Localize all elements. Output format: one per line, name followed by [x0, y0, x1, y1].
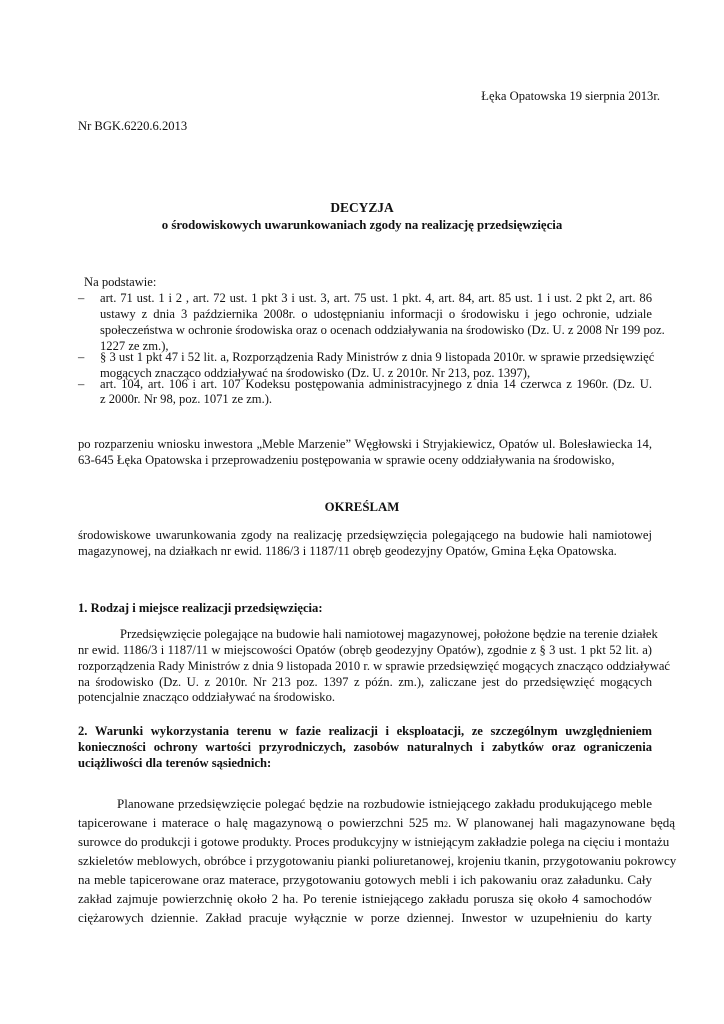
section-1-line: Przedsięwzięcie polegające na budowie hali namiotowej magazynowej, położone będzie na terenie działek [120, 627, 658, 641]
legal-basis-line: art. 71 ust. 1 i 2 , art. 72 ust. 1 pkt 3 i ust. 3, art. 75 ust. 1 pkt. 4, art. 84, art. 85 ust. 1 i ust. 2 pkt 2, art. 86 [100, 291, 652, 305]
legal-basis-line: ustawy z dnia 3 października 2008r. o udostępnianiu informacji o środowisku i jego ochronie, udziale [100, 307, 652, 321]
legal-basis-line: mogących znacząco oddziaływać na środowisko (Dz. U. z 2010r. Nr 213, poz. 1397), [100, 366, 531, 380]
section-1-line: na środowisko (Dz. U. z 2010r. Nr 213 poz. 1397 z późn. zm.), zaliczane jest do przedsięwzięć mogących [78, 675, 652, 689]
bullet-dash: – [78, 291, 85, 305]
legal-basis-line: społeczeństwa w ochronie środowiska oraz o ocenach oddziaływania na środowisko (Dz. U. z 2008 Nr 199 poz. [100, 323, 665, 337]
legal-basis-line: art. 104, art. 106 i art. 107 Kodeksu postępowania administracyjnego z dnia 14 czerwca z 1960r. (Dz. U. [100, 377, 652, 391]
section-2-line: ciężarowych dziennie. Zakład pracuje wyłącznie w porze dziennej. Inwestor w uzupełnieniu do karty [78, 910, 652, 925]
section-2-line: surowce do produkcji i gotowe produkty. Proces produkcyjny w istniejącym zakładzie polega na cięciu i montażu [78, 834, 670, 849]
document-subtitle: o środowiskowych uwarunkowaniach zgody na realizację przedsięwzięcia [161, 218, 563, 232]
section-1-line: rozporządzenia Rady Ministrów z dnia 9 listopada 2010 r. w sprawie przedsięwzięć mogących znacząco oddziaływać [78, 659, 671, 673]
legal-basis-intro: Na podstawie: [84, 275, 157, 289]
section-1-line: nr ewid. 1186/3 i 1187/11 w miejscowości Opatów (obręb geodezyjny Opatów), zgodnie z § 3 ust. 1 pkt 52 lit. a) [78, 643, 652, 657]
section-2-line: na meble tapicerowane oraz materace, przygotowaniu gotowych mebli i ich pakowaniu oraz załadunku. Cały [78, 872, 652, 887]
section-2-heading-line: uciążliwości dla terenów sąsiednich: [78, 756, 272, 770]
document-title: DECYZJA [330, 200, 394, 215]
bullet-dash: – [78, 377, 85, 391]
section-2-line: zakład zajmuje powierzchnię około 2 ha. Po terenie istniejącego zakładu porusza się około 4 samochodów [78, 891, 652, 906]
decision-line: magazynowej, na działkach nr ewid. 1186/3 i 1187/11 obręb geodezyjny Opatów, Gmina Łęka Opatowska. [78, 544, 617, 558]
decision-line: środowiskowe uwarunkowania zgody na realizację przedsięwzięcia polegającego na budowie hali namiotowej [78, 528, 652, 542]
legal-basis-line: z 2000r. Nr 98, poz. 1071 ze zm.). [100, 392, 273, 406]
legal-basis-line: § 3 ust 1 pkt 47 i 52 lit. a, Rozporządzenia Rady Ministrów z dnia 9 listopada 2010r. w sprawie przedsięwzięć [100, 350, 655, 364]
section-2-heading-line: 2. Warunki wykorzystania terenu w fazie realizacji i eksploatacji, ze szczególnym uwzględnieniem [78, 724, 652, 738]
section-2-line: Planowane przedsięwzięcie polegać będzie na rozbudowie istniejącego zakładu produkującego meble [117, 796, 652, 811]
section-1-line: potencjalnie znacząco oddziaływać na środowisko. [78, 690, 336, 704]
section-2-line: szkieletów meblowych, obróbce i przygotowaniu pianki poliuretanowej, krojeniu tkanin, przygotowaniu pokrowcy [78, 853, 677, 868]
section-2-line: tapicerowane i materace o halę magazynową o powierzchni 525 m [78, 815, 444, 830]
section-1-heading: 1. Rodzaj i miejsce realizacji przedsięwzięcia: [78, 601, 323, 615]
section-2-line-tail: . W planowanej hali magazynowane będą [447, 815, 676, 830]
section-2-heading-line: konieczności ochrony wartości przyrodniczych, zasobów naturalnych i zabytków oraz ograniczenia [78, 740, 652, 754]
bullet-dash: – [78, 350, 85, 364]
review-paragraph-line: po rozparzeniu wniosku inwestora „Meble Marzenie” Węgłowski i Stryjakiewicz, Opatów ul. Bolesławiecka 14, [78, 437, 652, 451]
section-2-line-area: tapicerowane i materace o halę magazynową o powierzchni 525 m 2 . W planowanej hali magazynowane będą [78, 815, 676, 830]
legal-basis-line: 1227 ze zm.), [100, 339, 169, 353]
place-and-date: Łęka Opatowska 19 sierpnia 2013r. [481, 89, 660, 103]
review-paragraph-line: 63-645 Łęka Opatowska i przeprowadzeniu postępowania w sprawie oceny oddziaływania na środowisko, [78, 453, 615, 467]
decision-heading: OKREŚLAM [324, 500, 400, 514]
reference-number: Nr BGK.6220.6.2013 [78, 119, 188, 133]
